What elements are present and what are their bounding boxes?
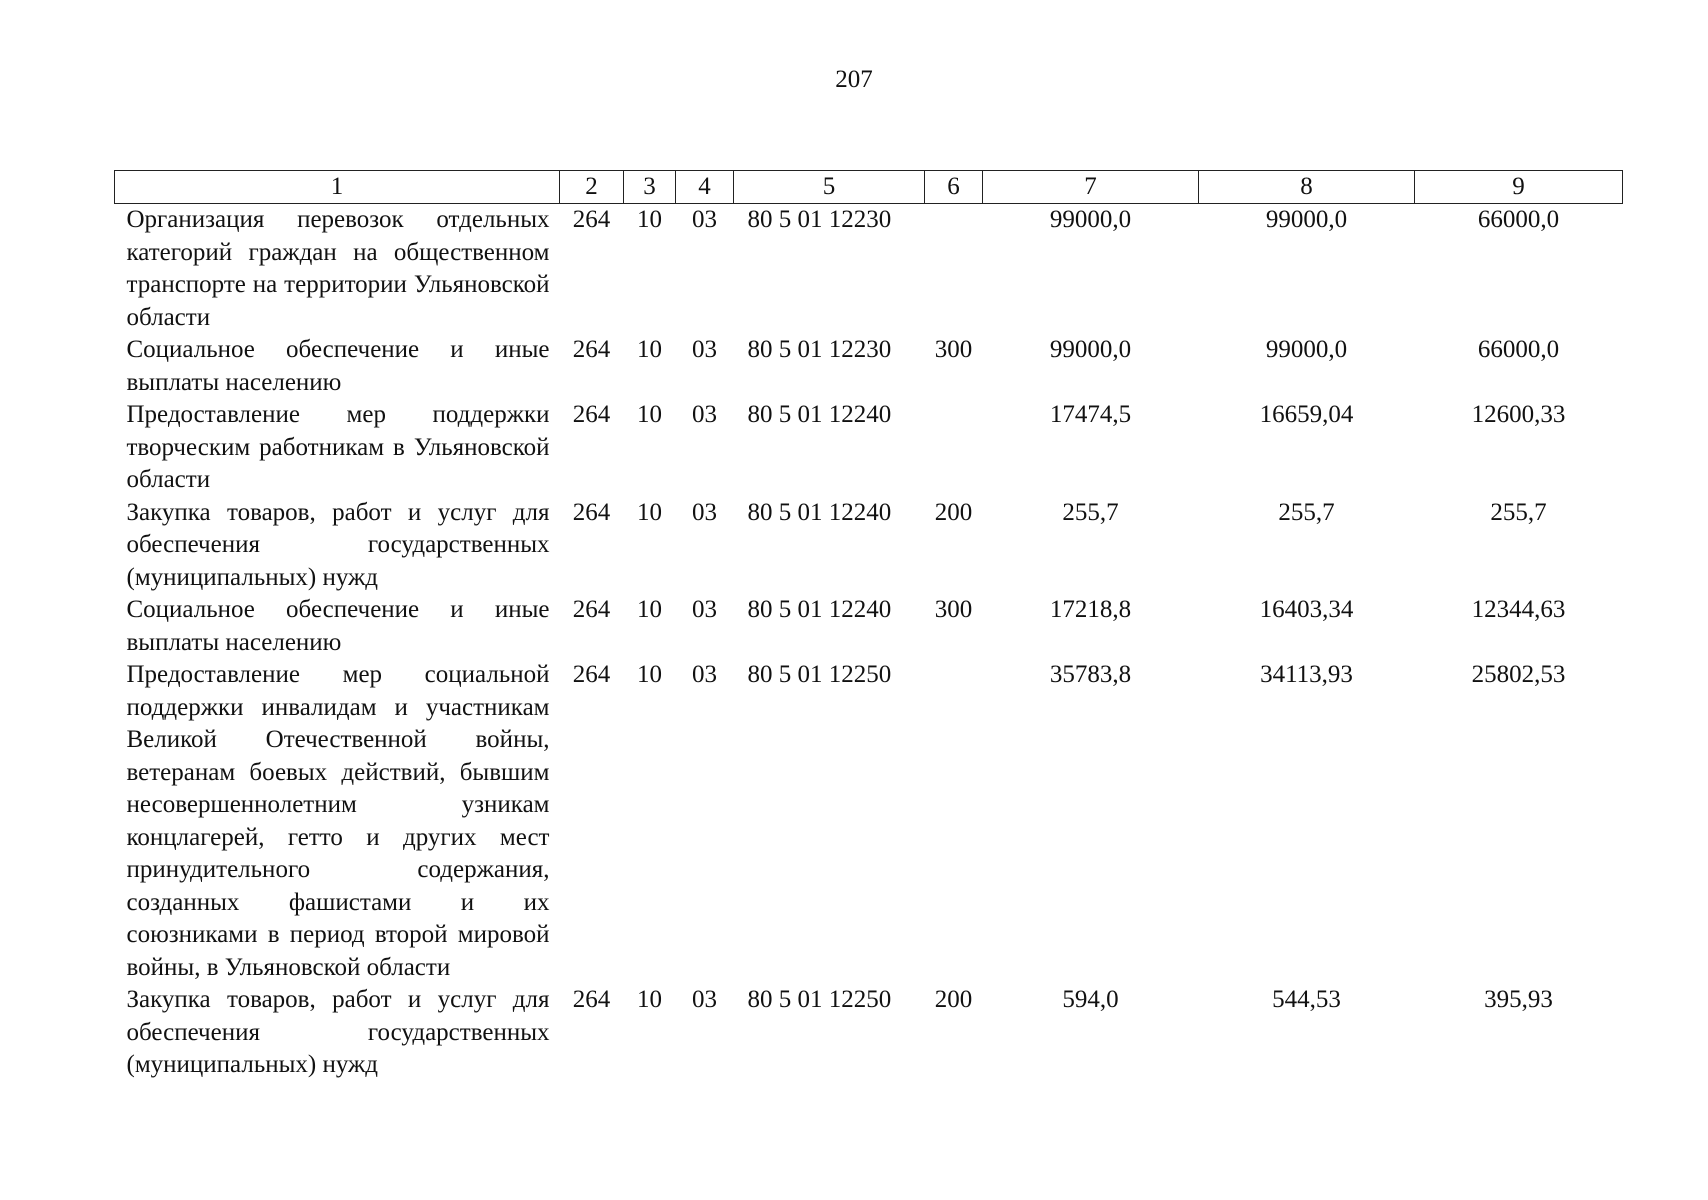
page-number: 207 bbox=[835, 66, 873, 93]
row-name: Предоставление мер социальной поддержки инвалидам и участникам Великой Отечественной войны, ветеранам боевых действий, бывшим несовершеннолетним узникам концлагерей, гетто и других мест принудительного содержания, созданных фашистами и их союзниками в период второй мировой войны, в Ульяновской области bbox=[126, 661, 550, 981]
col-7: 594,0 bbox=[1062, 986, 1119, 1013]
col-6 bbox=[925, 399, 983, 497]
col-5: 80 5 01 12250 bbox=[747, 986, 892, 1013]
col-4: 03 bbox=[692, 206, 717, 233]
table-row bbox=[115, 334, 1623, 399]
col-7: 35783,8 bbox=[1049, 661, 1132, 688]
col-3: 10 bbox=[637, 336, 662, 363]
header-cell: 6 bbox=[925, 171, 983, 204]
col-2: 264 bbox=[572, 336, 611, 363]
col-9: 66000,0 bbox=[1477, 336, 1560, 363]
header-cell: 1 bbox=[115, 171, 560, 204]
col-9: 66000,0 bbox=[1477, 206, 1560, 233]
row-name: Закупка товаров, работ и услуг для обеспечения государственных (муниципальных) нужд bbox=[126, 498, 550, 591]
col-5: 80 5 01 12240 bbox=[747, 596, 892, 623]
col-4: 03 bbox=[692, 986, 717, 1013]
header-cell: 2 bbox=[560, 171, 624, 204]
col-6 bbox=[925, 204, 983, 335]
col-3: 10 bbox=[637, 596, 662, 623]
row-name: Организация перевозок отдельных категорий граждан на общественном транспорте на территории Ульяновской области bbox=[126, 206, 550, 331]
col-9: 395,93 bbox=[1484, 986, 1553, 1013]
col-4: 03 bbox=[692, 498, 717, 526]
col-8: 255,7 bbox=[1278, 498, 1335, 526]
col-9: 12344,63 bbox=[1471, 596, 1566, 623]
col-6: 200 bbox=[934, 498, 973, 526]
col-2: 264 bbox=[572, 401, 611, 428]
col-7: 99000,0 bbox=[1049, 206, 1132, 233]
col-9: 12600,33 bbox=[1471, 401, 1566, 428]
col-5: 80 5 01 12230 bbox=[747, 206, 892, 233]
header-cell: 3 bbox=[624, 171, 676, 204]
col-4: 03 bbox=[692, 336, 717, 363]
col-8: 99000,0 bbox=[1265, 336, 1348, 363]
col-3: 10 bbox=[637, 206, 662, 233]
col-8: 16403,34 bbox=[1259, 596, 1354, 623]
col-7: 255,7 bbox=[1062, 498, 1119, 526]
budget-table bbox=[114, 170, 1623, 1082]
table-row bbox=[115, 659, 1623, 984]
col-2: 264 bbox=[572, 206, 611, 233]
header-row bbox=[115, 171, 1623, 204]
table-row bbox=[115, 399, 1623, 497]
col-9: 255,7 bbox=[1490, 498, 1547, 526]
header-cell: 4 bbox=[676, 171, 734, 204]
col-8: 99000,0 bbox=[1265, 206, 1348, 233]
col-6: 300 bbox=[934, 596, 973, 623]
row-name: Социальное обеспечение и иные выплаты населению bbox=[126, 336, 550, 396]
table-row bbox=[115, 984, 1623, 1082]
col-8: 544,53 bbox=[1272, 986, 1341, 1013]
col-3: 10 bbox=[637, 661, 662, 688]
header-cell: 7 bbox=[983, 171, 1199, 204]
header-cell: 5 bbox=[734, 171, 925, 204]
col-7: 17218,8 bbox=[1049, 596, 1132, 623]
col-5: 80 5 01 12240 bbox=[747, 401, 892, 428]
table-row bbox=[115, 594, 1623, 659]
col-5: 80 5 01 12230 bbox=[747, 336, 892, 363]
col-8: 34113,93 bbox=[1260, 661, 1353, 688]
col-2: 264 bbox=[572, 596, 611, 623]
col-6: 200 bbox=[934, 986, 973, 1013]
header-cell: 8 bbox=[1199, 171, 1415, 204]
col-5: 80 5 01 12250 bbox=[747, 661, 892, 688]
header-cell: 9 bbox=[1415, 171, 1623, 204]
col-3: 10 bbox=[637, 401, 662, 428]
col-2: 264 bbox=[572, 661, 611, 688]
table-row bbox=[115, 204, 1623, 335]
col-8: 16659,04 bbox=[1259, 401, 1354, 428]
col-3: 10 bbox=[637, 498, 662, 526]
col-4: 03 bbox=[692, 401, 717, 428]
row-name: Предоставление мер поддержки творческим работникам в Ульяновской области bbox=[126, 401, 550, 493]
col-3: 10 bbox=[637, 986, 662, 1013]
col-2: 264 bbox=[572, 498, 611, 526]
col-5: 80 5 01 12240 bbox=[747, 498, 892, 526]
col-4: 03 bbox=[692, 661, 717, 688]
row-name: Закупка товаров, работ и услуг для обеспечения государственных (муниципальных) нужд bbox=[126, 986, 550, 1078]
col-7: 99000,0 bbox=[1049, 336, 1132, 363]
col-7: 17474,5 bbox=[1049, 401, 1132, 428]
row-name: Социальное обеспечение и иные выплаты населению bbox=[126, 596, 550, 656]
col-6: 300 bbox=[934, 336, 973, 363]
col-4: 03 bbox=[692, 596, 717, 623]
table-row bbox=[115, 497, 1623, 595]
col-6 bbox=[925, 659, 983, 984]
col-9: 25802,53 bbox=[1471, 661, 1566, 688]
col-2: 264 bbox=[572, 986, 611, 1013]
